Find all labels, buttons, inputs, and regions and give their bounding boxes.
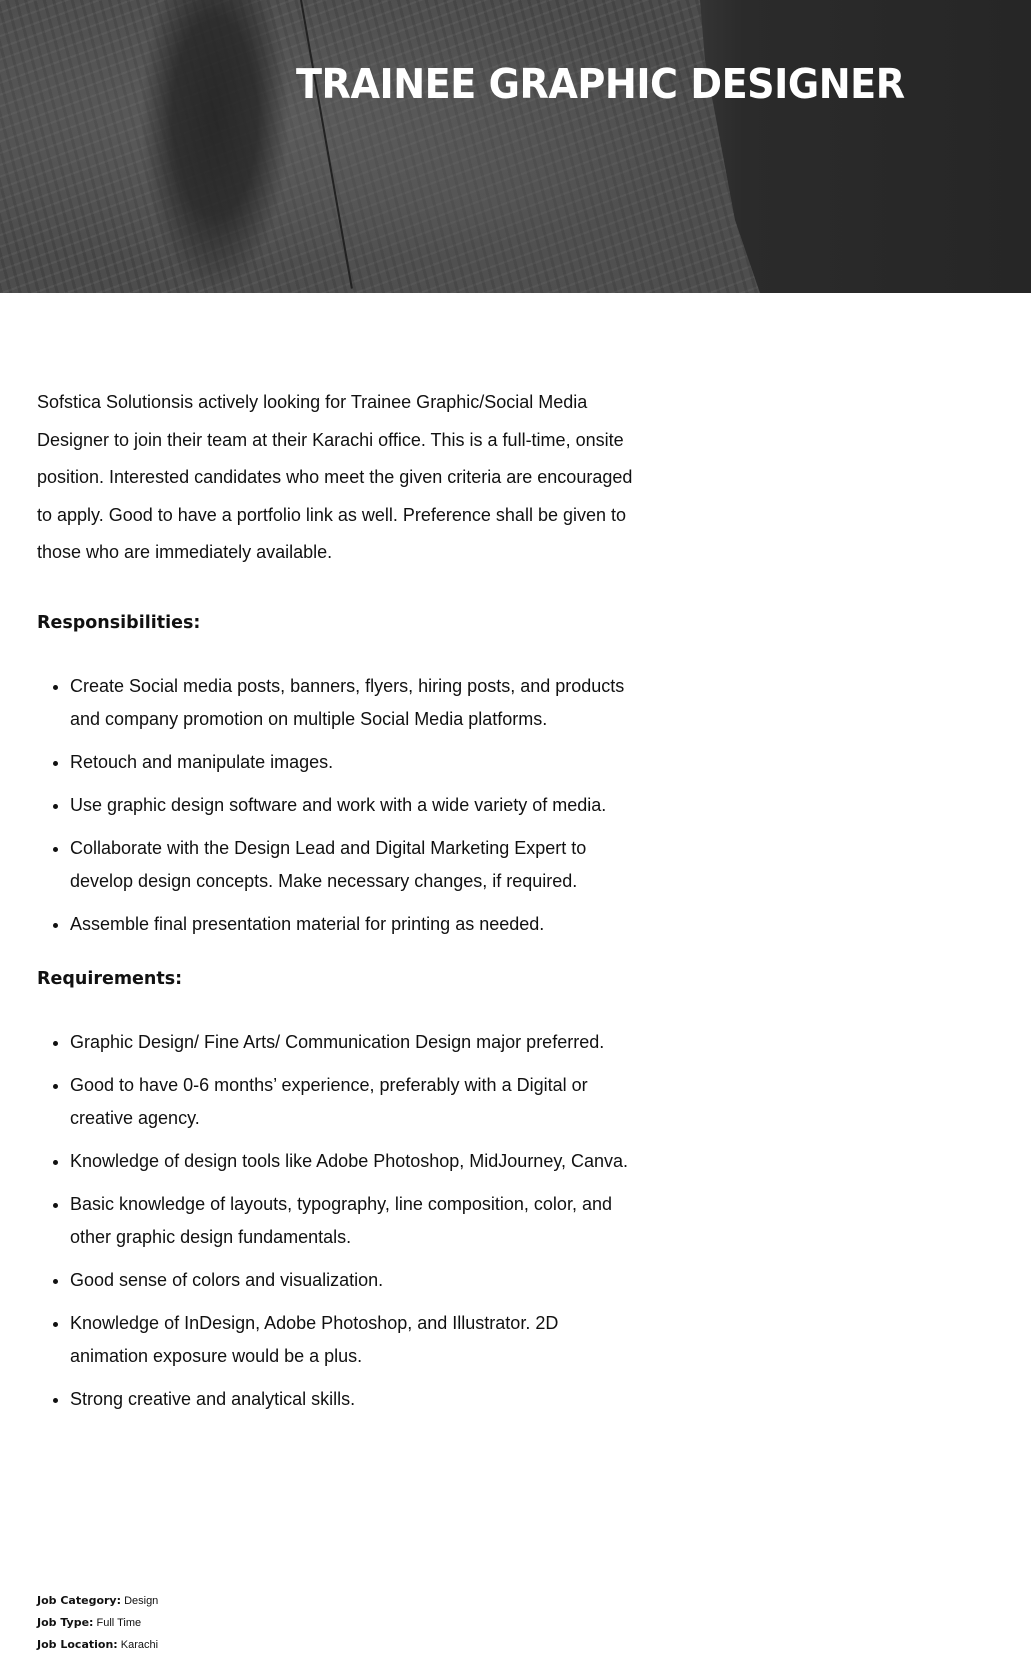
list-item: • Knowledge of InDesign, Adobe Photoshop, and Illustrator. 2D animation exposure would be a plus. (70, 1307, 637, 1373)
list-item: • Knowledge of design tools like Adobe Photoshop, MidJourney, Canva. (70, 1145, 637, 1178)
rock-wall-image (0, 0, 800, 293)
responsibilities-list (37, 670, 637, 941)
job-meta (37, 1590, 158, 1656)
requirements-list (37, 1026, 637, 1416)
list-item: • Graphic Design/ Fine Arts/ Communication Design major preferred. (70, 1026, 637, 1059)
job-location: Job Location: Karachi (37, 1638, 159, 1651)
list-item: • Strong creative and analytical skills. (70, 1383, 637, 1416)
list-item: • Use graphic design software and work with a wide variety of media. (70, 789, 637, 822)
climber-image (140, 0, 290, 293)
list-item: • Create Social media posts, banners, flyers, hiring posts, and products and company promotion on multiple Social Media platforms. (70, 670, 637, 736)
list-item: • Assemble final presentation material for printing as needed. (70, 908, 637, 941)
list-item: • Basic knowledge of layouts, typography, line composition, color, and other graphic design fundamentals. (70, 1188, 637, 1254)
intro-paragraph: Sofstica Solutionsis actively looking for Trainee Graphic/Social Media Designer to join their team at their Karachi office. This is a full-time, onsite position. Interested candidates who meet the given criteria are encouraged to apply. Good to have a portfolio link as well. Preference shall be given to those who are immediately available. (37, 392, 633, 562)
job-category: Job Category: Design (37, 1594, 159, 1607)
list-item: • Good to have 0-6 months’ experience, preferably with a Digital or creative agency. (70, 1069, 637, 1135)
list-item: • Good sense of colors and visualization. (70, 1264, 637, 1297)
list-item: • Retouch and manipulate images. (70, 746, 637, 779)
job-type: Job Type: Full Time (37, 1616, 142, 1629)
page-title: TRAINEE GRAPHIC DESIGNER (296, 60, 905, 108)
hero-banner (0, 0, 1031, 293)
requirements-heading: Requirements: (37, 968, 183, 989)
responsibilities-heading: Responsibilities: (37, 612, 201, 633)
job-description (37, 384, 637, 1426)
list-item: • Collaborate with the Design Lead and Digital Marketing Expert to develop design concepts. Make necessary changes, if required. (70, 832, 637, 898)
